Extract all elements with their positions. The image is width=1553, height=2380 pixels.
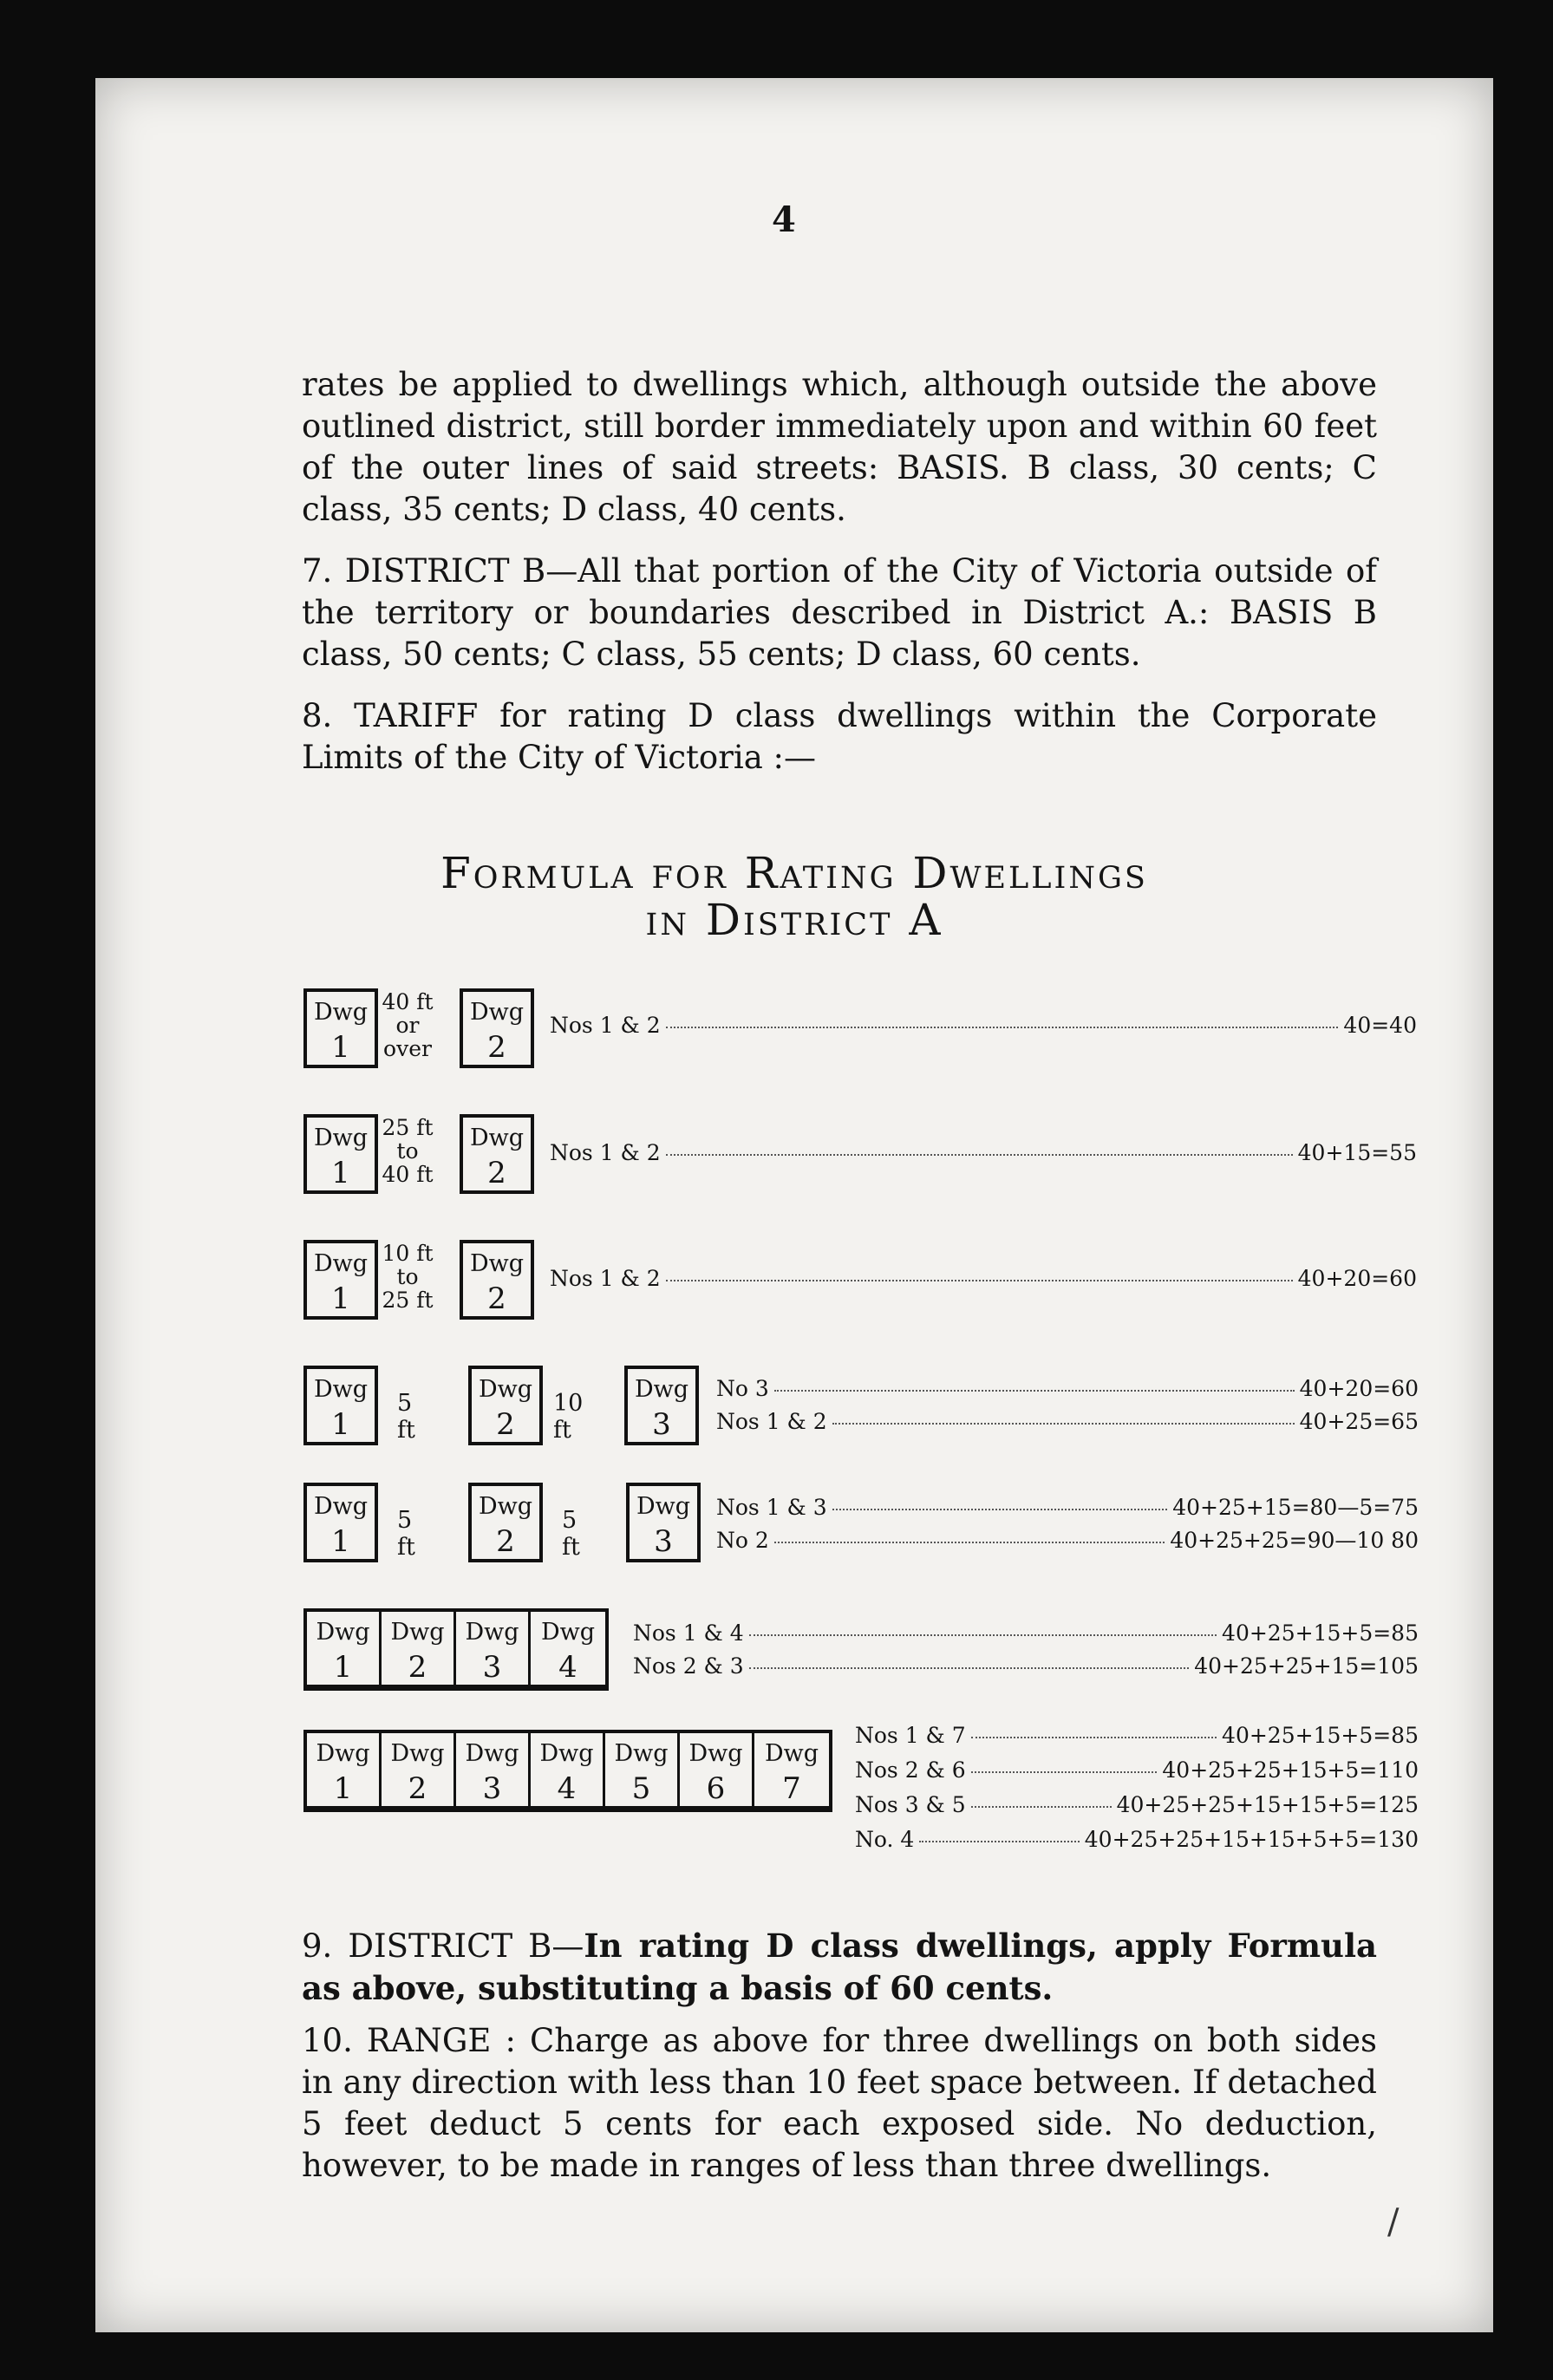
dwelling-box: Dwg 1 [303, 1240, 378, 1320]
dwelling-cell: Dwg 7 [764, 1740, 819, 1806]
gap-label: 40 ft or over [382, 989, 434, 1061]
formula-entry: Nos 2 & 3 40+25+25+15=105 [633, 1653, 1419, 1679]
formula-entry: Nos 1 & 2 40+25=65 [716, 1409, 1419, 1434]
dwelling-box: Dwg 1 [303, 1366, 378, 1445]
paragraph-6-continued: rates be applied to dwellings which, although outside the above outlined district, still border immediately upon and within 60 feet of the outer lines of said streets: BASIS. B class, 30 cents; C class, 35 cents; D class, 40 cents. [302, 366, 1377, 528]
formula-entry: Nos 1 & 4 40+25+15+5=85 [633, 1620, 1419, 1646]
gap-label: 5 ft [397, 1390, 415, 1444]
dwelling-cell: Dwg 6 [680, 1733, 754, 1806]
dwelling-box: Dwg 1 [303, 988, 378, 1068]
dwelling-box: Dwg 2 [460, 1114, 534, 1194]
gap-label: 10 ft to 25 ft [382, 1241, 434, 1313]
formula-entry: No 2 40+25+25=90—10 80 [716, 1528, 1419, 1553]
dwelling-box: Dwg 1 [303, 1114, 378, 1194]
dwelling-box: Dwg 2 [468, 1483, 543, 1562]
formula-entry: Nos 3 & 5 40+25+25+15+15+5=125 [855, 1792, 1419, 1817]
page-number: 4 [772, 199, 796, 240]
gap-label: 5 ft [562, 1507, 580, 1561]
gap-label: 5 ft [397, 1507, 415, 1561]
gap-label: 10 ft [553, 1390, 584, 1444]
dwelling-cell: Dwg 4 [531, 1733, 605, 1806]
formula-entry: No 3 40+20=60 [716, 1376, 1419, 1401]
dwelling-range-4 [303, 1608, 609, 1688]
dwelling-cell: Dwg 1 [307, 1733, 382, 1806]
dwelling-cell: Dwg 5 [605, 1733, 680, 1806]
formula-entry: No. 4 40+25+25+15+15+5+5=130 [855, 1827, 1419, 1852]
gap-label: 25 ft to 40 ft [382, 1115, 434, 1187]
dwelling-box: Dwg 3 [624, 1366, 699, 1445]
dwelling-cell: Dwg 3 [456, 1733, 531, 1806]
formula-entry: Nos 1 & 3 40+25+15=80—5=75 [716, 1495, 1419, 1520]
paragraph-10: 10. RANGE : Charge as above for three dwellings on both sides in any direction with less than 10 feet space between. If detached 5 feet deduct 5 cents for each exposed side. No deduction, however, to be made in ranges of less than three dwellings. [302, 2022, 1377, 2184]
formula-entry: Nos 1 & 2 40=40 [550, 1013, 1417, 1038]
formula-entry: Nos 1 & 2 40+20=60 [550, 1266, 1417, 1291]
dwelling-cell: Dwg 1 [307, 1612, 382, 1685]
dwelling-cell: Dwg 2 [382, 1612, 456, 1685]
paragraph-9-lead: 9. DISTRICT B— [302, 1927, 584, 1965]
dwelling-cell: Dwg 4 [540, 1619, 596, 1685]
dwelling-cell: Dwg 2 [382, 1733, 456, 1806]
dwelling-box: Dwg 3 [626, 1483, 701, 1562]
dwelling-cell: Dwg 3 [456, 1612, 531, 1685]
dwelling-box: Dwg 1 [303, 1483, 378, 1562]
dwelling-range-7 [303, 1730, 832, 1809]
paragraph-8: 8. TARIFF for rating D class dwellings within the Corporate Limits of the City of Victoria :— [302, 697, 1377, 776]
paragraph-9 [302, 1925, 1377, 2010]
formula-title-line-1: Formula for Rating Dwellings [440, 848, 1148, 898]
paragraph-7: 7. DISTRICT B—All that portion of the City of Victoria outside of the territory or boundaries described in District A.: BASIS B class, 50 cents; C class, 55 cents; D class, 60 cents. [302, 552, 1377, 673]
dwelling-box: Dwg 2 [460, 1240, 534, 1320]
formula-entry: Nos 1 & 7 40+25+15+5=85 [855, 1723, 1419, 1748]
dwelling-box: Dwg 2 [468, 1366, 543, 1445]
formula-title-line-2: in District A [645, 895, 943, 945]
dwelling-box: Dwg 2 [460, 988, 534, 1068]
formula-entry: Nos 1 & 2 40+15=55 [550, 1140, 1417, 1165]
pencil-mark: / [1387, 2202, 1400, 2242]
paragraph-9-rest: In rating D class dwellings, apply Formula as above, substituting a basis of 60 cents. [302, 1927, 1377, 2007]
document-page [95, 78, 1493, 2332]
formula-entry: Nos 2 & 6 40+25+25+15+5=110 [855, 1757, 1419, 1783]
